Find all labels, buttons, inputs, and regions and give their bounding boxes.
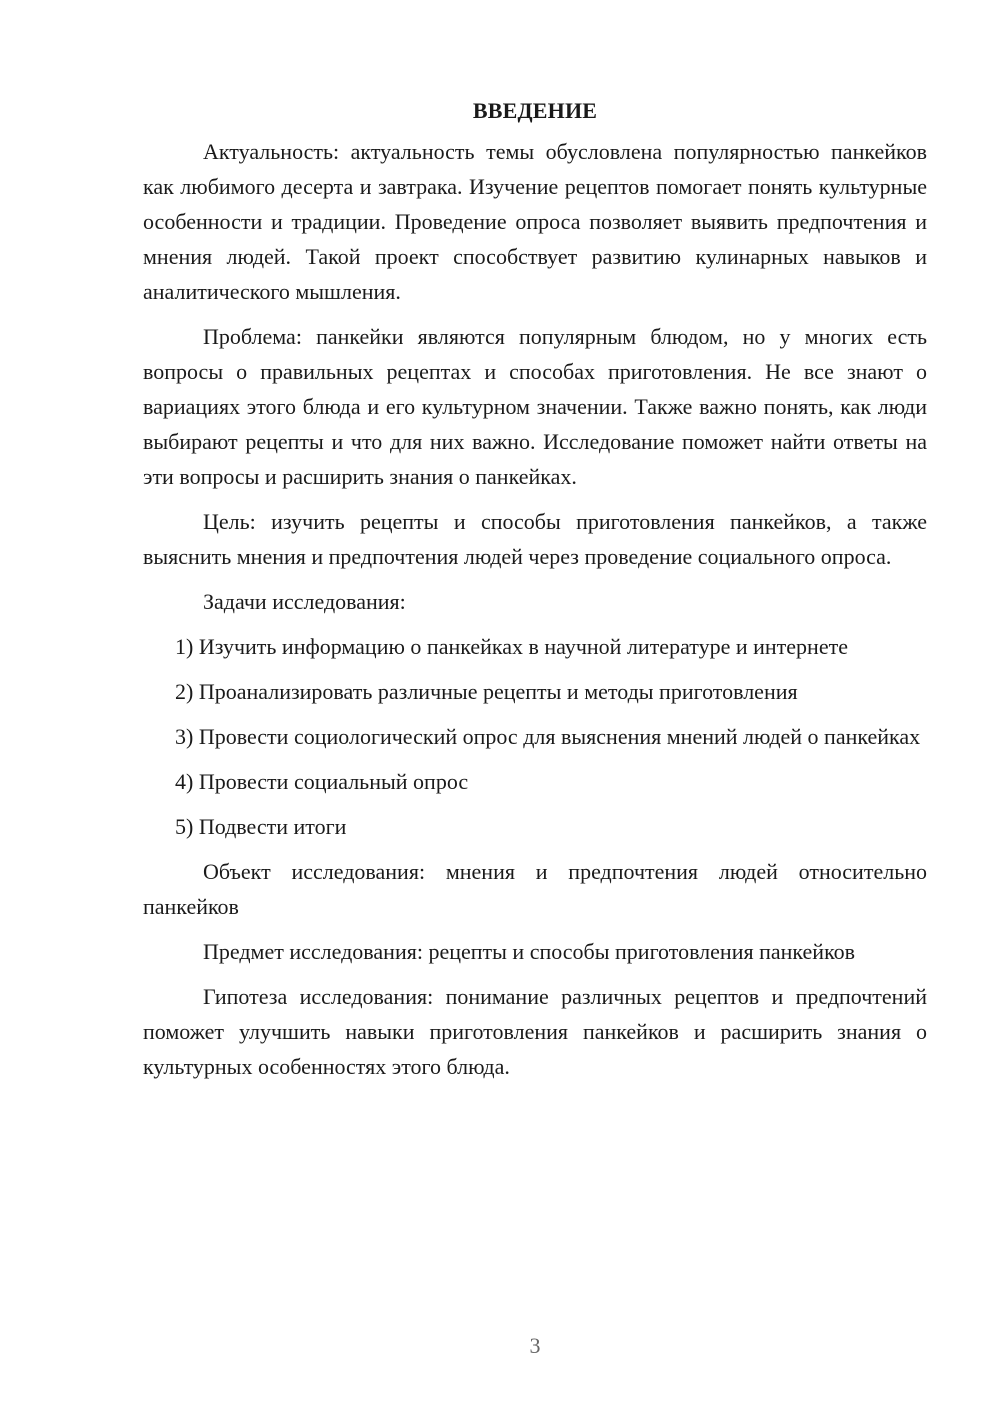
- paragraph-relevance: Актуальность: актуальность темы обусловлена популярностью панкейков как любимого десерта и завтрака. Изучение рецептов помогает понять культурные особенности и традиции. Проведение опроса позволяет выявить предпочтения и мнения людей. Такой проект способствует развитию кулинарных навыков и аналитического мышления.: [143, 139, 927, 304]
- document-page: [143, 96, 927, 1094]
- paragraph-tasks-heading: Задачи исследования:: [203, 589, 406, 614]
- task-item: 3) Провести социологический опрос для выяснения мнений людей о панкейках: [175, 724, 921, 749]
- task-item: 5) Подвести итоги: [175, 814, 347, 839]
- paragraph-problem: Проблема: панкейки являются популярным блюдом, но у многих есть вопросы о правильных рецептах и способах приготовления. Не все знают о вариациях этого блюда и его культурном значении. Также важно понять, как люди выбирают рецепты и что для них важно. Исследование поможет найти ответы на эти вопросы и расширить знания о панкейках.: [143, 324, 927, 489]
- task-item: 1) Изучить информацию о панкейках в научной литературе и интернете: [175, 634, 848, 659]
- paragraph-goal: Цель: изучить рецепты и способы приготовления панкейков, а также выяснить мнения и предпочтения людей через проведение социального опроса.: [143, 509, 927, 569]
- task-item: 4) Провести социальный опрос: [175, 769, 469, 794]
- task-item: 2) Проанализировать различные рецепты и методы приготовления: [175, 679, 798, 704]
- paragraph-hypothesis: Гипотеза исследования: понимание различных рецептов и предпочтений поможет улучшить навыки приготовления панкейков и расширить знания о культурных особенностях этого блюда.: [143, 984, 927, 1079]
- paragraph-subject: Предмет исследования: рецепты и способы приготовления панкейков: [203, 939, 856, 964]
- task-list: [143, 629, 927, 844]
- paragraph-object: Объект исследования: мнения и предпочтения людей относительно панкейков: [143, 859, 927, 919]
- section-title: ВВЕДЕНИЕ: [472, 98, 598, 123]
- page-number: 3: [529, 1333, 541, 1358]
